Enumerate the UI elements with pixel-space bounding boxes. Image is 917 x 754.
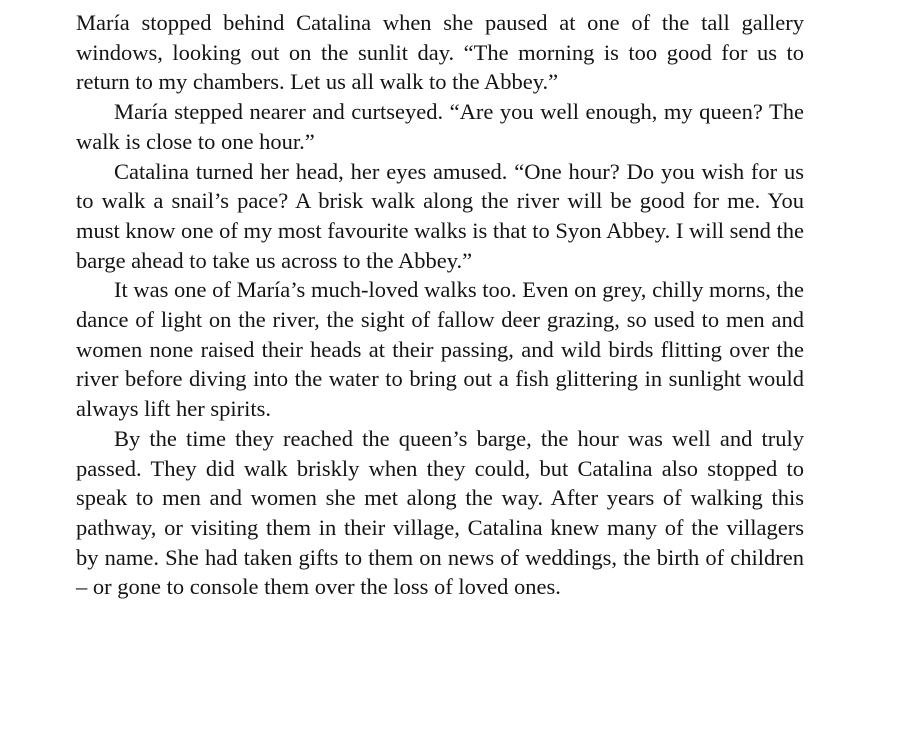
paragraph-2: María stepped nearer and curtseyed. “Are you well enough, my queen? The walk is close to one hour.”	[76, 99, 804, 154]
paragraph-5: By the time they reached the queen’s barge, the hour was well and truly passed. They did walk briskly when they could, but Catalina also stopped to speak to men and women she met along the way. After years of walking this pathway, or visiting them in their village, Catalina knew many of the villagers by name. She had taken gifts to them on news of weddings, the birth of children – or gone to console them over the loss of loved ones.	[76, 425, 804, 600]
book-page-text	[76, 8, 804, 602]
paragraph-3: Catalina turned her head, her eyes amused. “One hour? Do you wish for us to walk a snail’s pace? A brisk walk along the river will be good for me. You must know one of my most favourite walks is that to Syon Abbey. I will send the barge ahead to take us across to the Abbey.”	[76, 158, 804, 273]
paragraph-4: It was one of María’s much-loved walks too. Even on grey, chilly morns, the dance of light on the river, the sight of fallow deer grazing, so used to men and women none raised their heads at their passing, and wild birds flitting over the river before diving into the water to bring out a fish glittering in sunlight would always lift her spirits.	[76, 277, 804, 422]
paragraph-1: María stopped behind Catalina when she paused at one of the tall gallery windows, looking out on the sunlit day. “The morning is too good for us to return to my chambers. Let us all walk to the Abbey.”	[76, 10, 804, 95]
